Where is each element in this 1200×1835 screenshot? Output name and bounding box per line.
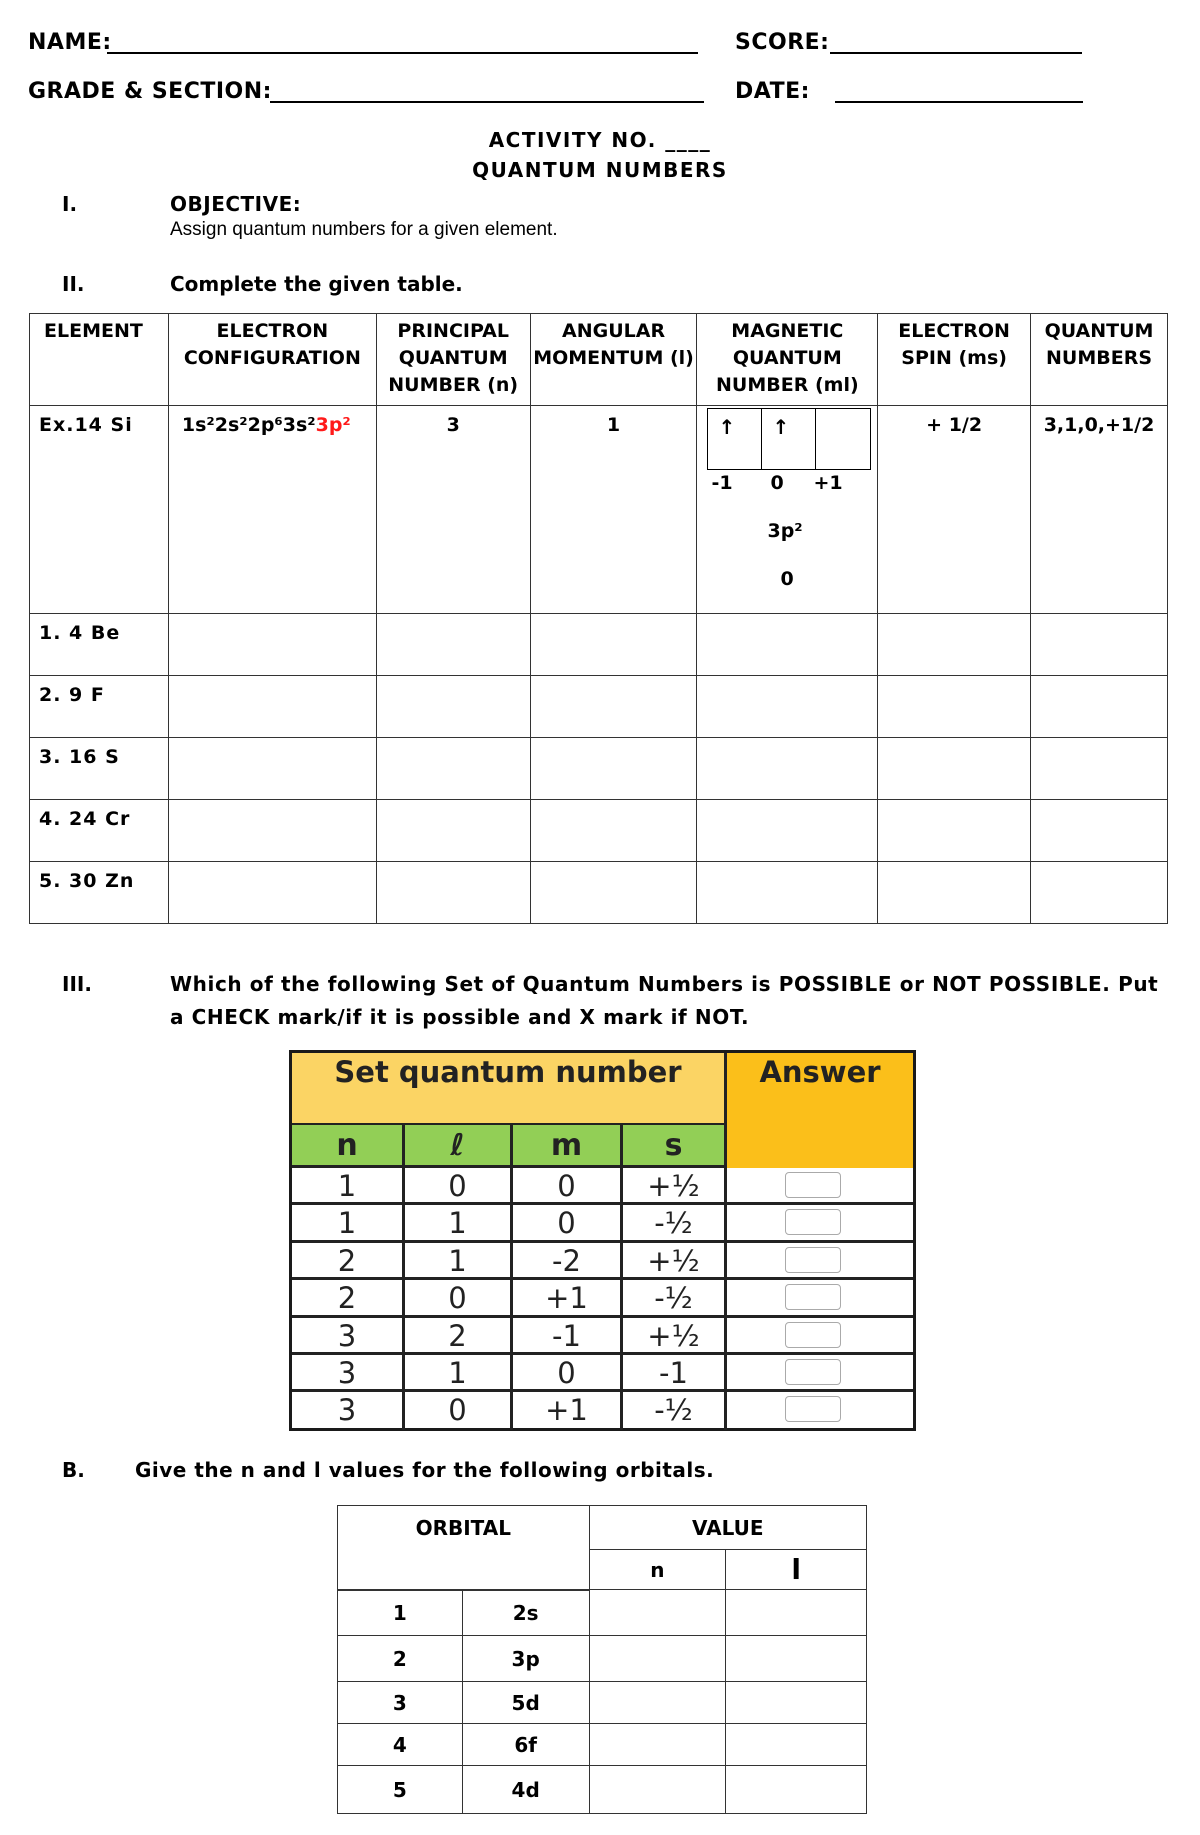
answer-cell[interactable] bbox=[168, 738, 376, 800]
ml-value: 0 bbox=[780, 568, 794, 590]
table-row bbox=[30, 738, 1168, 800]
answer-cell[interactable] bbox=[530, 862, 697, 924]
answer-cell[interactable] bbox=[878, 738, 1031, 800]
cell-s: -½ bbox=[623, 1280, 727, 1314]
cell-m: 0 bbox=[513, 1205, 623, 1239]
cell-n: 3 bbox=[292, 1392, 405, 1429]
orbital-header: ORBITAL bbox=[338, 1506, 590, 1590]
col-element: ELEMENT bbox=[30, 314, 169, 406]
l-answer-cell[interactable] bbox=[726, 1682, 867, 1724]
answer-cell bbox=[727, 1243, 913, 1277]
orbital-number: 1 bbox=[338, 1590, 463, 1636]
answer-cell[interactable] bbox=[697, 676, 878, 738]
answer-cell bbox=[727, 1318, 913, 1352]
answer-cell[interactable] bbox=[1031, 862, 1168, 924]
answer-cell[interactable] bbox=[168, 676, 376, 738]
n-answer-cell[interactable] bbox=[589, 1766, 726, 1814]
answer-cell[interactable] bbox=[878, 614, 1031, 676]
orbital-name: 6f bbox=[462, 1724, 589, 1766]
orbital-name: 5d bbox=[462, 1682, 589, 1724]
answer-cell[interactable] bbox=[878, 800, 1031, 862]
orbital-number: 4 bbox=[338, 1724, 463, 1766]
cell-l: 1 bbox=[405, 1243, 513, 1277]
cell-n: 3 bbox=[292, 1318, 405, 1352]
row-element: 3. 16 S bbox=[30, 738, 169, 800]
cell-n: 1 bbox=[292, 1168, 405, 1202]
name-field[interactable] bbox=[107, 52, 698, 54]
table-row bbox=[338, 1766, 867, 1814]
answer-cell[interactable] bbox=[376, 676, 530, 738]
example-row bbox=[30, 406, 1168, 614]
orbital-number: 2 bbox=[338, 1636, 463, 1682]
cell-s: -1 bbox=[623, 1355, 727, 1389]
answer-cell[interactable] bbox=[1031, 738, 1168, 800]
cell-s: +½ bbox=[623, 1243, 727, 1277]
section-b-letter: B. bbox=[62, 1458, 85, 1482]
table-row bbox=[30, 614, 1168, 676]
section-b-instruction: Give the n and l values for the following orbitals. bbox=[135, 1458, 715, 1482]
col-n: n bbox=[292, 1125, 405, 1165]
cell-l: 0 bbox=[405, 1280, 513, 1314]
table-row bbox=[292, 1243, 913, 1280]
ml-orbital-label: 3p² bbox=[767, 520, 803, 542]
answer-cell bbox=[727, 1205, 913, 1239]
answer-checkbox[interactable] bbox=[785, 1359, 841, 1385]
example-config-base: 1s²2s²2p⁶3s² bbox=[181, 414, 316, 436]
col-l: ℓ bbox=[405, 1125, 513, 1165]
l-answer-cell[interactable] bbox=[726, 1766, 867, 1814]
cell-m: -1 bbox=[513, 1318, 623, 1352]
n-answer-cell[interactable] bbox=[589, 1590, 726, 1636]
example-config bbox=[168, 406, 376, 614]
cell-n: 2 bbox=[292, 1243, 405, 1277]
answer-cell[interactable] bbox=[168, 862, 376, 924]
date-field[interactable] bbox=[835, 101, 1083, 103]
n-header: n bbox=[589, 1550, 726, 1590]
example-spin: + 1/2 bbox=[878, 406, 1031, 614]
table-row bbox=[338, 1590, 867, 1636]
answer-cell[interactable] bbox=[878, 676, 1031, 738]
cell-l: 2 bbox=[405, 1318, 513, 1352]
table-row bbox=[30, 862, 1168, 924]
answer-cell[interactable] bbox=[878, 862, 1031, 924]
answer-cell bbox=[727, 1168, 913, 1202]
example-config-valence: 3p² bbox=[315, 414, 351, 436]
answer-cell[interactable] bbox=[697, 800, 878, 862]
n-answer-cell[interactable] bbox=[589, 1724, 726, 1766]
section-3-numeral: III. bbox=[62, 972, 92, 996]
row-element: 2. 9 F bbox=[30, 676, 169, 738]
ml-label-0: 0 bbox=[770, 472, 784, 494]
ml-label-plus1: +1 bbox=[813, 472, 843, 494]
col-electron-spin: ELECTRON SPIN (ms) bbox=[878, 314, 1031, 406]
objective-text: Assign quantum numbers for a given element. bbox=[170, 219, 558, 240]
answer-checkbox[interactable] bbox=[785, 1322, 841, 1348]
answer-cell[interactable] bbox=[376, 800, 530, 862]
table-row bbox=[338, 1682, 867, 1724]
n-answer-cell[interactable] bbox=[589, 1636, 726, 1682]
example-n: 3 bbox=[376, 406, 530, 614]
orbital-box-3 bbox=[816, 409, 870, 469]
col-angular-momentum: ANGULAR MOMENTUM (l) bbox=[530, 314, 697, 406]
table-row bbox=[292, 1168, 913, 1205]
table-row bbox=[292, 1392, 913, 1429]
grade-section-field[interactable] bbox=[270, 101, 704, 103]
table-row bbox=[292, 1318, 913, 1355]
answer-header: Answer bbox=[727, 1053, 913, 1168]
answer-checkbox[interactable] bbox=[785, 1396, 841, 1422]
cell-n: 3 bbox=[292, 1355, 405, 1389]
row-element: 4. 24 Cr bbox=[30, 800, 169, 862]
section-3-instruction-1: Which of the following Set of Quantum Numbers is POSSIBLE or NOT POSSIBLE. Put bbox=[170, 972, 1159, 996]
subject-title: QUANTUM NUMBERS bbox=[472, 158, 728, 182]
orbital-box-2: ↑ bbox=[762, 409, 816, 469]
table-row bbox=[30, 676, 1168, 738]
answer-checkbox[interactable] bbox=[785, 1284, 841, 1310]
table-row bbox=[292, 1205, 913, 1242]
answer-cell[interactable] bbox=[376, 738, 530, 800]
answer-cell[interactable] bbox=[168, 800, 376, 862]
section-2-heading: Complete the given table. bbox=[170, 272, 463, 296]
answer-cell[interactable] bbox=[530, 738, 697, 800]
orbital-table bbox=[337, 1505, 867, 1814]
value-header: VALUE bbox=[589, 1506, 866, 1550]
cell-m: +1 bbox=[513, 1392, 623, 1429]
example-quantum-numbers: 3,1,0,+1/2 bbox=[1031, 406, 1168, 614]
answer-cell[interactable] bbox=[168, 614, 376, 676]
orbital-number: 5 bbox=[338, 1766, 463, 1814]
answer-cell[interactable] bbox=[1031, 676, 1168, 738]
col-quantum-numbers: QUANTUM NUMBERS bbox=[1031, 314, 1168, 406]
orbital-number: 3 bbox=[338, 1682, 463, 1724]
section-1-numeral: I. bbox=[62, 192, 78, 216]
answer-cell[interactable] bbox=[376, 862, 530, 924]
answer-cell bbox=[727, 1355, 913, 1389]
table-row bbox=[30, 800, 1168, 862]
date-label: DATE: bbox=[735, 79, 810, 104]
orbital-name: 3p bbox=[462, 1636, 589, 1682]
table-row bbox=[292, 1280, 913, 1317]
col-m: m bbox=[513, 1125, 623, 1165]
example-element: Ex.14 Si bbox=[30, 406, 169, 614]
section-2-numeral: II. bbox=[62, 272, 85, 296]
cell-s: +½ bbox=[623, 1318, 727, 1352]
cell-n: 2 bbox=[292, 1280, 405, 1314]
answer-checkbox[interactable] bbox=[785, 1209, 841, 1235]
answer-cell[interactable] bbox=[697, 738, 878, 800]
table-row bbox=[338, 1636, 867, 1682]
cell-n: 1 bbox=[292, 1205, 405, 1239]
cell-s: -½ bbox=[623, 1392, 727, 1429]
l-answer-cell[interactable] bbox=[726, 1724, 867, 1766]
answer-checkbox[interactable] bbox=[785, 1247, 841, 1273]
name-label: NAME: bbox=[28, 30, 112, 55]
cell-m: 0 bbox=[513, 1355, 623, 1389]
col-s: s bbox=[664, 1128, 683, 1163]
ml-label-minus1: -1 bbox=[711, 472, 733, 494]
col-magnetic-quantum-number: MAGNETIC QUANTUM NUMBER (ml) bbox=[697, 314, 878, 406]
l-header: l bbox=[726, 1550, 867, 1590]
answer-cell[interactable] bbox=[530, 800, 697, 862]
answer-cell[interactable] bbox=[530, 614, 697, 676]
answer-cell[interactable] bbox=[530, 676, 697, 738]
cell-s: +½ bbox=[623, 1168, 727, 1202]
orbital-name: 4d bbox=[462, 1766, 589, 1814]
l-answer-cell[interactable] bbox=[726, 1590, 867, 1636]
score-label: SCORE: bbox=[735, 30, 830, 55]
n-answer-cell[interactable] bbox=[589, 1682, 726, 1724]
score-field[interactable] bbox=[830, 52, 1082, 54]
objective-heading: OBJECTIVE: bbox=[170, 192, 302, 216]
table-row bbox=[292, 1355, 913, 1392]
quantum-table bbox=[29, 313, 1168, 924]
answer-cell bbox=[727, 1280, 913, 1314]
answer-cell[interactable] bbox=[1031, 614, 1168, 676]
cell-m: +1 bbox=[513, 1280, 623, 1314]
quantum-set-rows bbox=[292, 1168, 913, 1430]
section-3-instruction-2: a CHECK mark/if it is possible and X mark if NOT. bbox=[170, 1005, 750, 1029]
cell-l: 1 bbox=[405, 1205, 513, 1239]
answer-cell[interactable] bbox=[1031, 800, 1168, 862]
orbital-name: 2s bbox=[462, 1590, 589, 1636]
example-ml bbox=[697, 406, 878, 614]
example-l: 1 bbox=[530, 406, 697, 614]
l-answer-cell[interactable] bbox=[726, 1636, 867, 1682]
set-quantum-number-header: Set quantum number bbox=[292, 1053, 727, 1125]
column-header-row bbox=[292, 1125, 727, 1168]
cell-m: 0 bbox=[513, 1168, 623, 1202]
answer-cell[interactable] bbox=[697, 862, 878, 924]
row-element: 5. 30 Zn bbox=[30, 862, 169, 924]
orbital-box-1: ↑ bbox=[708, 409, 762, 469]
grade-section-label: GRADE & SECTION: bbox=[28, 79, 272, 104]
cell-m: -2 bbox=[513, 1243, 623, 1277]
answer-cell[interactable] bbox=[697, 614, 878, 676]
orbital-diagram bbox=[707, 408, 871, 470]
table-row bbox=[338, 1724, 867, 1766]
cell-l: 0 bbox=[405, 1392, 513, 1429]
activity-title: ACTIVITY NO. ____ bbox=[488, 128, 712, 152]
quantum-set-table bbox=[289, 1050, 916, 1431]
cell-l: 0 bbox=[405, 1168, 513, 1202]
cell-s: -½ bbox=[623, 1205, 727, 1239]
answer-cell bbox=[727, 1392, 913, 1429]
answer-checkbox[interactable] bbox=[785, 1172, 841, 1198]
answer-cell[interactable] bbox=[376, 614, 530, 676]
cell-l: 1 bbox=[405, 1355, 513, 1389]
col-electron-configuration: ELECTRON CONFIGURATION bbox=[168, 314, 376, 406]
col-principal-quantum-number: PRINCIPAL QUANTUM NUMBER (n) bbox=[376, 314, 530, 406]
row-element: 1. 4 Be bbox=[30, 614, 169, 676]
